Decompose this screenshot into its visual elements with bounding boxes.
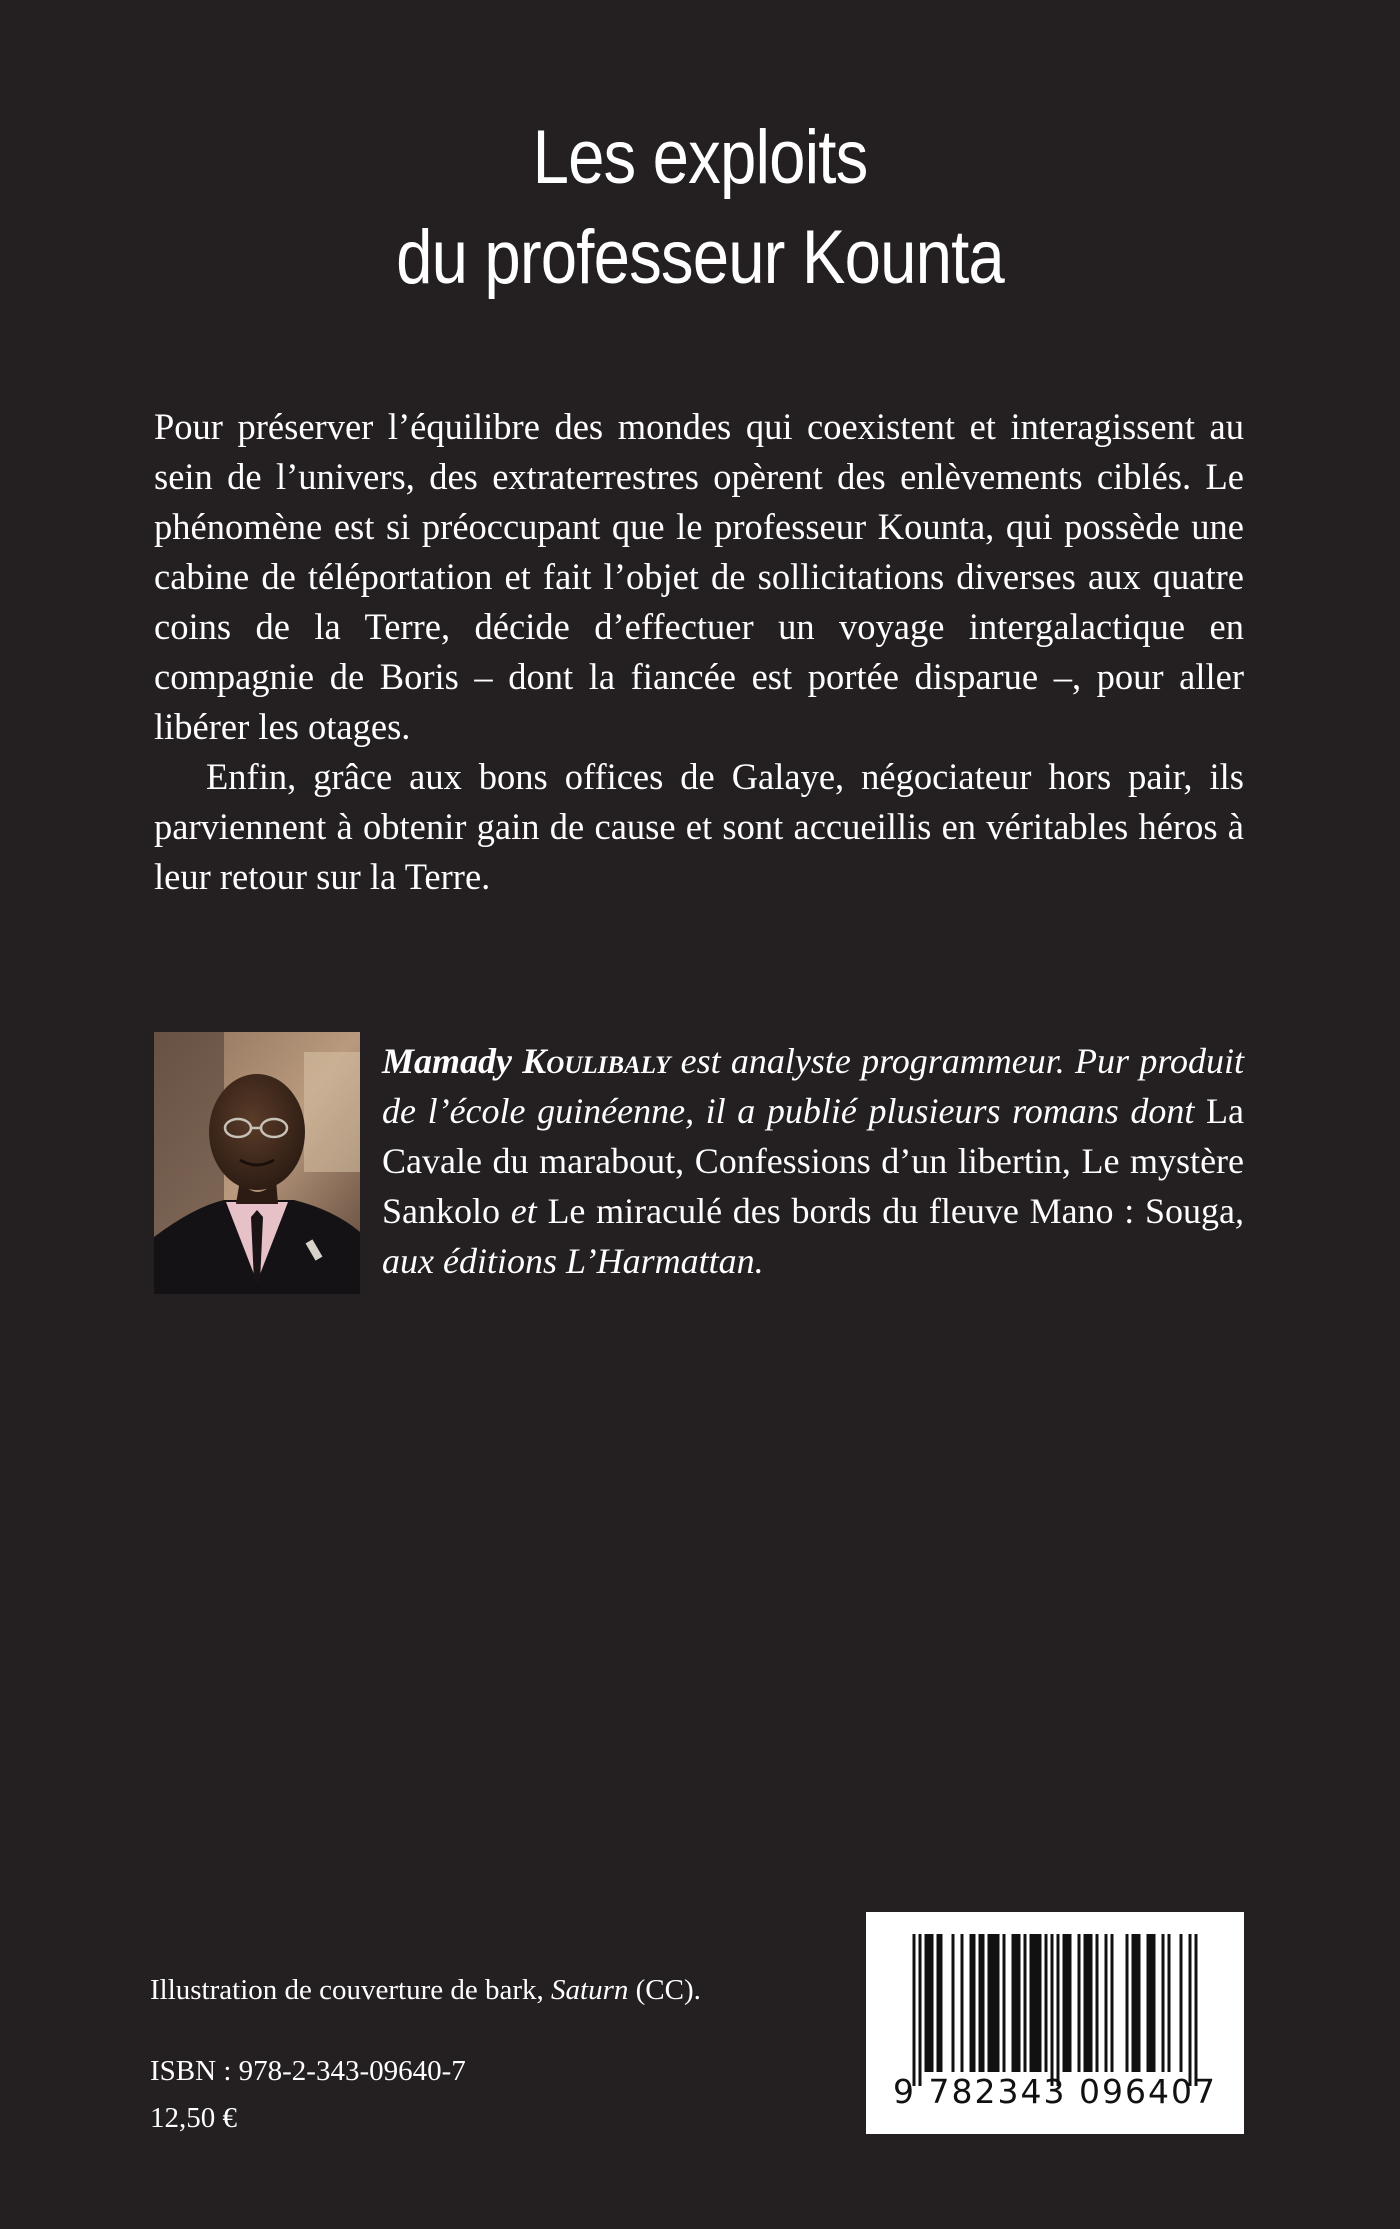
credit-suffix: (CC). xyxy=(628,1974,701,2006)
barcode-bar-0 xyxy=(913,1934,916,2086)
barcode-bar-8 xyxy=(961,1934,964,2072)
barcode-bar-39 xyxy=(1126,1934,1129,2072)
cover-illustration-credit xyxy=(150,1972,701,2008)
barcode-bar-18 xyxy=(1012,1934,1015,2072)
barcode-bar-36 xyxy=(1096,1934,1099,2072)
barcode-bar-47 xyxy=(1168,1934,1171,2072)
barcode-bar-33 xyxy=(1084,1934,1087,2072)
book-title-line-2: du professeur Kounta xyxy=(396,215,1004,300)
barcode-bar-27 xyxy=(1051,1934,1054,2086)
author-bio-text-1: est analyste programmeur. Pur produit de l’école guinéenne, il a publié plusieurs romans dont xyxy=(382,1041,1244,1131)
barcode-bar-23 xyxy=(1033,1934,1036,2072)
barcode-bar-34 xyxy=(1087,1934,1090,2072)
barcode-bar-26 xyxy=(1045,1934,1048,2072)
author-bio-separator-1: , xyxy=(675,1141,695,1181)
barcode-bar-38 xyxy=(1111,1934,1114,2072)
credit-work-title: Saturn xyxy=(551,1974,629,2006)
barcode-bar-21 xyxy=(1024,1934,1027,2072)
barcode-digits: 9 782343 096407 xyxy=(893,2072,1217,2111)
barcode-bar-13 xyxy=(988,1934,991,2072)
barcode-bar-29 xyxy=(1063,1934,1066,2072)
barcode-bar-14 xyxy=(991,1934,994,2072)
barcode-bar-1 xyxy=(919,1934,922,2086)
price: 12,50 € xyxy=(150,2102,237,2134)
barcode-bar-25 xyxy=(1039,1934,1042,2072)
barcode-bar-15 xyxy=(994,1934,997,2072)
back-cover-blurb xyxy=(154,402,1244,902)
barcode-bar-50 xyxy=(1195,1934,1198,2086)
barcode-bar-9 xyxy=(970,1934,973,2072)
barcode-bar-7 xyxy=(952,1934,955,2072)
author-bio-separator-2: , xyxy=(1061,1141,1082,1181)
credit-prefix: Illustration de couverture de bark, xyxy=(150,1974,552,2006)
barcode-bar-30 xyxy=(1066,1934,1069,2072)
barcode-bar-4 xyxy=(931,1934,934,2072)
blurb-paragraph-1: Pour préserver l’équilibre des mondes qui coexistent et interagissent au sein de l’univers, des extraterrestres opèrent des enlèvements ciblés. Le phénomène est si préoccupant que le professeur Kounta, qui possède une cabine de téléportation et fait l’objet de sollicitations diverses aux quatre coins de la Terre, décide d’effectuer un voyage intergalactique en compagnie de Boris – dont la fiancée est portée disparue –, pour aller libérer les otages. xyxy=(154,406,1244,747)
barcode-bar-24 xyxy=(1036,1934,1039,2072)
barcode-bar-16 xyxy=(997,1934,1000,2072)
author-book-2: Confessions d’un libertin xyxy=(694,1141,1062,1181)
barcode-bar-31 xyxy=(1069,1934,1072,2072)
author-book-4: Le miraculé des bords du fleuve Mano : Souga xyxy=(547,1191,1235,1231)
barcode-bar-6 xyxy=(940,1934,943,2072)
barcode-bar-37 xyxy=(1105,1934,1108,2072)
isbn-barcode xyxy=(866,1912,1244,2134)
barcode-bar-35 xyxy=(1090,1934,1093,2072)
barcode-bar-19 xyxy=(1015,1934,1018,2072)
barcode-bar-3 xyxy=(928,1934,931,2072)
barcode-bar-43 xyxy=(1147,1934,1150,2072)
author-last-name: Koulibaly xyxy=(522,1041,671,1081)
barcode-bar-49 xyxy=(1189,1934,1192,2086)
barcode-bar-5 xyxy=(937,1934,940,2072)
barcode-bar-10 xyxy=(973,1934,976,2072)
barcode-bar-40 xyxy=(1132,1934,1135,2072)
author-portrait-image xyxy=(154,1032,360,1294)
author-book-1: La Cavale du marabout xyxy=(382,1091,1244,1181)
author-bio-text-2: , aux éditions L’Harmattan. xyxy=(382,1191,1244,1281)
barcode-bar-17 xyxy=(1003,1934,1006,2072)
barcode-bar-12 xyxy=(982,1934,985,2072)
author-photo xyxy=(154,1032,360,1294)
barcode-bar-45 xyxy=(1153,1934,1156,2072)
barcode-bar-22 xyxy=(1030,1934,1033,2072)
barcode-bar-46 xyxy=(1162,1934,1165,2072)
blurb-paragraph-2: Enfin, grâce aux bons offices de Galaye, négociateur hors pair, ils parviennent à obtenir gain de cause et sont accueillis en véritables héros à leur retour sur la Terre. xyxy=(154,756,1244,897)
barcode-bar-42 xyxy=(1138,1934,1141,2072)
author-bio-separator-3: et xyxy=(500,1191,548,1231)
author-book-3: Le mystère Sankolo xyxy=(382,1141,1245,1231)
barcode-bar-48 xyxy=(1180,1934,1183,2072)
barcode-bar-11 xyxy=(979,1934,982,2072)
author-bio xyxy=(382,1036,1244,1286)
barcode-bar-32 xyxy=(1078,1934,1081,2072)
barcode-bar-2 xyxy=(925,1934,928,2072)
barcode-bar-41 xyxy=(1135,1934,1138,2072)
isbn-number: ISBN : 978-2-343-09640-7 xyxy=(150,2055,466,2087)
barcode-bar-20 xyxy=(1018,1934,1021,2072)
book-title xyxy=(98,108,1302,308)
barcode-bar-44 xyxy=(1150,1934,1153,2072)
author-first-name: Mamady xyxy=(382,1041,512,1081)
barcode-bar-28 xyxy=(1057,1934,1060,2086)
book-title-line-1: Les exploits xyxy=(532,115,868,200)
